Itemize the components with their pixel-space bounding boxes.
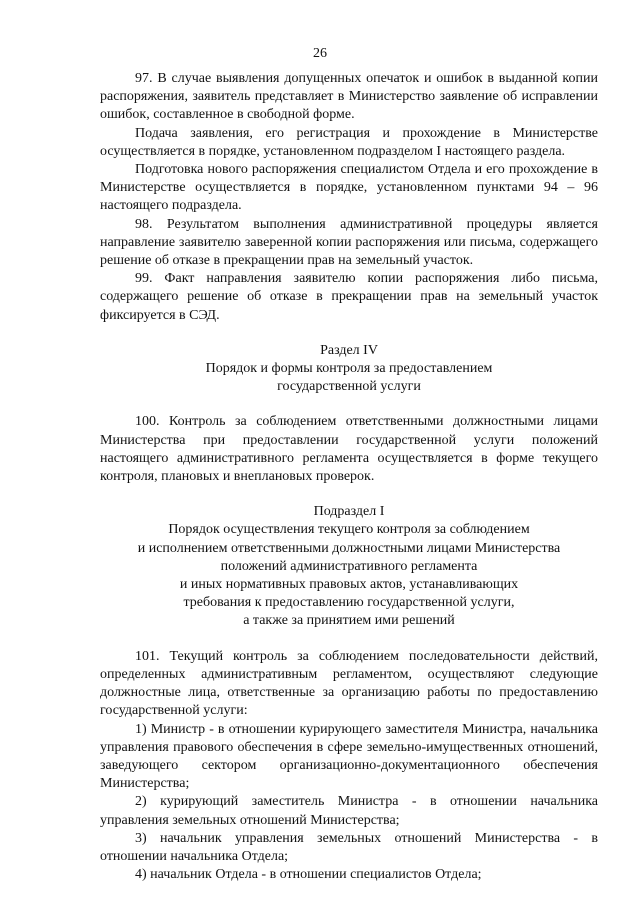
section-heading (100, 342, 598, 397)
subsection-title-line-4: и иных нормативных правовых актов, устанавливающих (179, 577, 519, 593)
paragraph-97-preparation: Подготовка нового распоряжения специалистом Отдела и его прохождение в Министерстве осуществляется в порядке, установленном пунктами 94 – 96 настоящего подраздела. (100, 162, 598, 214)
subsection-title-line-3: положений административного регламента (220, 558, 478, 574)
paragraph-101: 101. Текущий контроль за соблюдением последовательности действий, определенных административным регламентом, осуществляют следующие должностные лица, ответственные за организацию работы по предоставлению государственной услуги: (100, 648, 598, 719)
document-body (100, 70, 598, 884)
paragraph-97-submission: Подача заявления, его регистрация и прохождение в Министерстве осуществляется в порядке, установленном подразделом I настоящего раздела. (100, 125, 598, 159)
section-title-line-2: государственной услуги (277, 379, 421, 395)
subsection-heading (100, 503, 598, 630)
list-item-4: 4) начальник Отдела - в отношении специалистов Отдела; (135, 867, 482, 883)
list-item-3: 3) начальник управления земельных отношений Министерства - в отношении начальника Отдела; (100, 830, 598, 864)
list-item-1: 1) Министр - в отношении курирующего заместителя Министра, начальника управления правового обеспечения в сфере земельно-имущественных отношений, заведующего сектором организационно-документационного обеспечения Министерства; (100, 721, 598, 792)
subsection-title-line-6: а также за принятием ими решений (243, 613, 455, 629)
section-number: Раздел IV (320, 342, 378, 358)
section-title-line-1: Порядок и формы контроля за предоставлением (205, 361, 493, 377)
subsection-title-line-2: и исполнением ответственными должностными лицами Министерства (137, 540, 561, 556)
paragraph-100: 100. Контроль за соблюдением ответственными должностными лицами Министерства при предоставлении государственной услуги положений настоящего административного регламента осуществляется в форме текущего контроля, плановых и внеплановых проверок. (100, 414, 598, 485)
list-item-2: 2) курирующий заместитель Министра - в отношении начальника управления земельных отношений Министерства; (100, 794, 598, 828)
subsection-title-line-5: требования к предоставлению государственной услуги, (183, 595, 515, 611)
subsection-number: Подраздел I (313, 504, 385, 520)
paragraph-98: 98. Результатом выполнения административной процедуры является направление заявителю заверенной копии распоряжения или письма, содержащего решение об отказе в прекращении прав на земельный участок. (100, 216, 598, 269)
subsection-title-line-1: Порядок осуществления текущего контроля за соблюдением (168, 522, 530, 538)
paragraph-99: 99. Факт направления заявителю копии распоряжения либо письма, содержащего решение об отказе в прекращении прав на земельный участок фиксируется в СЭД. (100, 271, 598, 323)
page-number: 26 (313, 46, 327, 61)
paragraph-97: 97. В случае выявления допущенных опечаток и ошибок в выданной копии распоряжения, заявитель представляет в Министерство заявление об исправлении ошибок, составленное в свободной форме. (100, 71, 598, 123)
